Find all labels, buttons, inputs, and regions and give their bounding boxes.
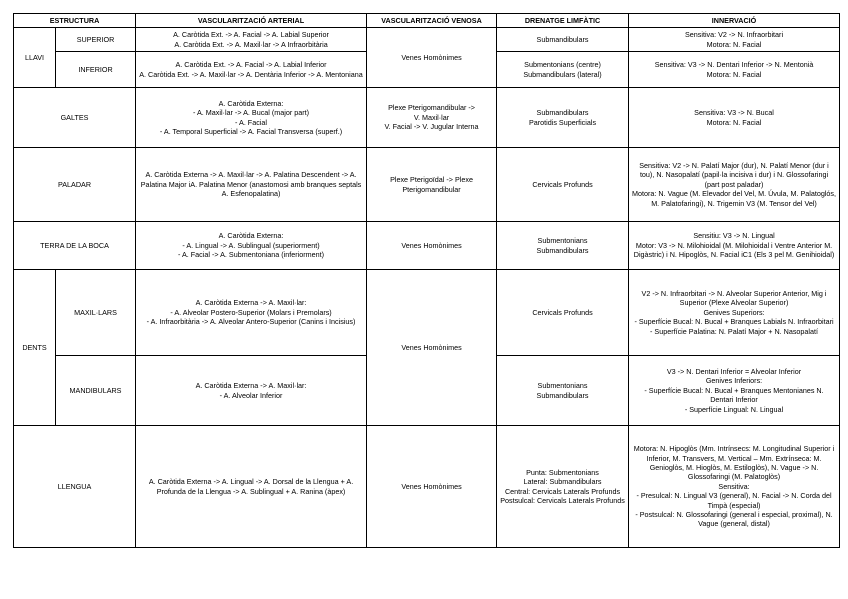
dents-maxillars-label: MAXIL·LARS	[56, 270, 136, 356]
dents-maxillars-limfatic: Cervicals Profunds	[497, 270, 629, 356]
header-row	[14, 14, 840, 28]
terra-limfatic: Submentonians Submandibulars	[497, 222, 629, 270]
llengua-innervacio: Motora: N. Hipoglòs (Mm. Intrínsecs: M. Longitudinal Superior i Inferior, M. Transvers, M. Vertical – Mm. Extrínseca: M. Genioglòs, M. Hioglòs, M. Estiloglòs), N. Vague -> N. Glossofaringi (M. Palatoglòs) Sensitiva: - Presulcal: N. Lingual V3 (general), N. Facial -> N. Corda del Timpà (especial) - Postsulcal: N. Glossofaringi (general i especial, proximal), N. Vague (general, distal)	[629, 426, 840, 548]
galtes-arterial: A. Caròtida Externa: - A. Maxil·lar -> A. Bucal (major part) - A. Facial - A. Temporal Superficial -> A. Facial Transversa (superf.)	[136, 88, 367, 148]
llengua-limfatic: Punta: Submentonians Lateral: Submandibulars Central: Cervicals Laterals Profunds Postsulcal: Cervicals Laterals Profunds	[497, 426, 629, 548]
llavi-label: LLAVI	[14, 28, 56, 88]
dents-venosa: Venes Homònimes	[367, 270, 497, 426]
paladar-innervacio: Sensitiva: V2 -> N. Palatí Major (dur), N. Palatí Menor (dur i tou), N. Nasopalatí (papil·la incisiva i dur) i N. Glossofaringi (part post paladar) Motora: N. Vague (M. Elevador del Vel, M. Úvula, M. Palatoglós, M. Palatofaringi), N. Trigemin V3 (M. Tensor del Vel)	[629, 148, 840, 222]
galtes-label: GALTES	[14, 88, 136, 148]
table-row	[14, 28, 840, 52]
table-row	[14, 270, 840, 356]
dents-label: DENTS	[14, 270, 56, 426]
dents-mandibulars-limfatic: Submentonians Submandibulars	[497, 356, 629, 426]
header-estructura: ESTRUCTURA	[14, 14, 136, 28]
terra-label: TERRA DE LA BOCA	[14, 222, 136, 270]
paladar-arterial: A. Caròtida Externa -> A. Maxil·lar -> A. Palatina Descendent -> A. Palatina Major iA. Palatina Menor (anastomosi amb branques septals A. Esfenopalatina)	[136, 148, 367, 222]
anatomy-table	[13, 13, 840, 548]
llavi-venosa: Venes Homònimes	[367, 28, 497, 88]
llavi-inferior-limfatic: Submentonians (centre) Submandibulars (lateral)	[497, 52, 629, 88]
llavi-inferior-arterial: A. Caròtida Ext. -> A. Facial -> A. Labial Inferior A. Caròtida Ext. -> A. Maxil·lar -> A. Dentària Inferior -> A. Mentoniana	[136, 52, 367, 88]
dents-maxillars-arterial: A. Caròtida Externa -> A. Maxil·lar: - A. Alveolar Postero-Superior (Molars i Premolars) - A. Infraorbitària -> A. Alveolar Antero-Superior (Canins i Incisius)	[136, 270, 367, 356]
llengua-arterial: A. Caròtida Externa -> A. Lingual -> A. Dorsal de la Llengua + A. Profunda de la Llengua -> A. Sublingual + A. Ranina (àpex)	[136, 426, 367, 548]
paladar-label: PALADAR	[14, 148, 136, 222]
llengua-venosa: Venes Homònimes	[367, 426, 497, 548]
dents-mandibulars-innervacio: V3 -> N. Dentari Inferior = Alveolar Inferior Genives Inferiors: - Superfície Bucal: N. Bucal + Branques Mentonianes N. Dentari Inferior - Superfície Lingual: N. Lingual	[629, 356, 840, 426]
dents-mandibulars-label: MANDIBULARS	[56, 356, 136, 426]
llavi-superior-arterial: A. Caròtida Ext. -> A. Facial -> A. Labial Superior A. Caròtida Ext. -> A. Maxil·lar -> A Infraorbitària	[136, 28, 367, 52]
header-innervacio: INNERVACIÓ	[629, 14, 840, 28]
terra-innervacio: Sensitiu: V3 -> N. Lingual Motor: V3 -> N. Milohioidal (M. Milohioidal i Ventre Anterior M. Digàstric) i N. Hipoglòs, N. Facial iC1 (Els 3 pel M. Genihioidal)	[629, 222, 840, 270]
dents-maxillars-innervacio: V2 -> N. Infraorbitari -> N. Alveolar Superior Anterior, Mig i Superior (Plexe Alveolar Superior) Genives Superiors: - Superfície Bucal: N. Bucal + Branques Labials N. Infraorbitari - Superfície Palatina: N. Palatí Major + N. Nasopalatí	[629, 270, 840, 356]
llavi-inferior-label: INFERIOR	[56, 52, 136, 88]
header-arterial: VASCULARITZACIÓ ARTERIAL	[136, 14, 367, 28]
galtes-innervacio: Sensitiva: V3 -> N. Bucal Motora: N. Facial	[629, 88, 840, 148]
terra-venosa: Venes Homònimes	[367, 222, 497, 270]
llavi-superior-limfatic: Submandibulars	[497, 28, 629, 52]
paladar-limfatic: Cervicals Profunds	[497, 148, 629, 222]
table-row	[14, 426, 840, 548]
table-row	[14, 88, 840, 148]
header-limfatic: DRENATGE LIMFÀTIC	[497, 14, 629, 28]
table-row	[14, 148, 840, 222]
llavi-superior-innervacio: Sensitiva: V2 -> N. Infraorbitari Motora: N. Facial	[629, 28, 840, 52]
terra-arterial: A. Caròtida Externa: - A. Lingual -> A. Sublingual (superiorment) - A. Facial -> A. Submentoniana (inferiorment)	[136, 222, 367, 270]
galtes-venosa: Plexe Pterigomandibular -> V. Maxil·lar V. Facial -> V. Jugular Interna	[367, 88, 497, 148]
llavi-inferior-innervacio: Sensitiva: V3 -> N. Dentari Inferior -> N. Mentonià Motora: N. Facial	[629, 52, 840, 88]
table-row	[14, 222, 840, 270]
llavi-superior-label: SUPERIOR	[56, 28, 136, 52]
galtes-limfatic: Submandibulars Parotidis Superficials	[497, 88, 629, 148]
paladar-venosa: Plexe Pterigoïdal -> Plexe Pterigomandibular	[367, 148, 497, 222]
llengua-label: LLENGUA	[14, 426, 136, 548]
header-venosa: VASCULARITZACIÓ VENOSA	[367, 14, 497, 28]
dents-mandibulars-arterial: A. Caròtida Externa -> A. Maxil·lar: - A. Alveolar Inferior	[136, 356, 367, 426]
